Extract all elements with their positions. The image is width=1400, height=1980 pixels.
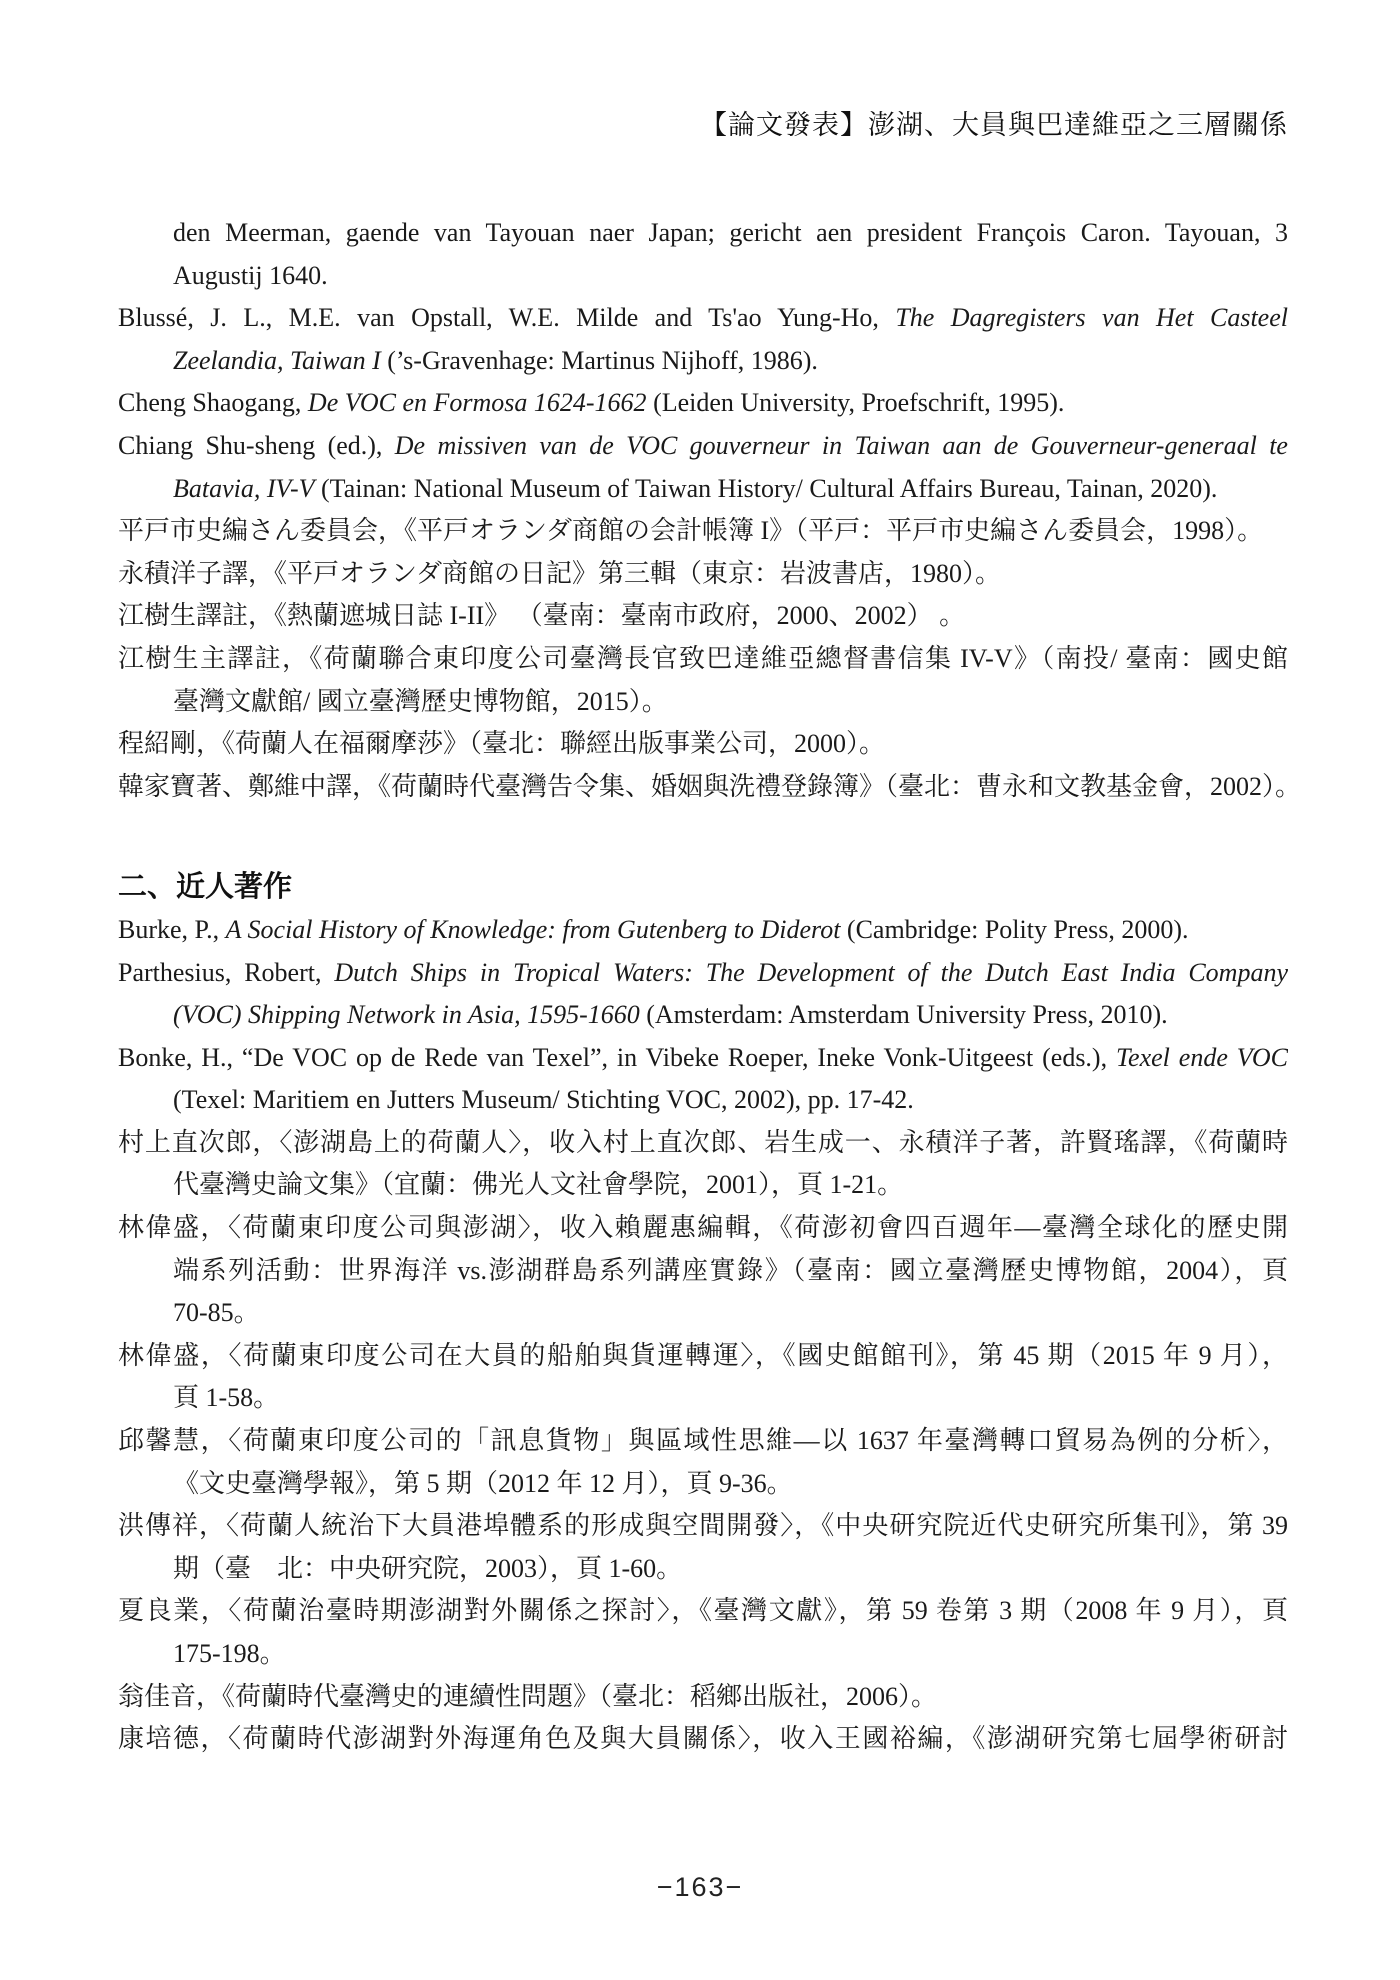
bib-line	[118, 468, 1288, 511]
bib-line	[118, 766, 1302, 809]
bib-line	[118, 1207, 1288, 1250]
bib-title-segment: Dutch Ships in Tropical Waters: The Development of the Dutch East India Company	[334, 957, 1288, 987]
bib-line	[118, 952, 1288, 995]
bib-title-segment: Zeelandia, Taiwan I	[173, 345, 381, 375]
bib-text-segment: (Amsterdam: Amsterdam University Press, 2010).	[639, 1000, 1168, 1030]
bib-text-segment: 《文史臺灣學報》，第 5 期（2012 年 12 月），頁 9-36。	[173, 1468, 793, 1498]
bib-line	[118, 510, 1288, 553]
bib-text-segment: 端系列活動：世界海洋 vs.澎湖群島系列講座實錄》（臺南：國立臺灣歷史博物館，2004），頁	[173, 1255, 1288, 1285]
bibliography-modern-works	[118, 909, 1288, 1761]
bib-title-segment: (VOC) Shipping Network in Asia, 1595-1660	[173, 1000, 640, 1030]
bib-line	[118, 595, 1288, 638]
bib-line	[118, 1164, 1288, 1207]
bib-line	[118, 1122, 1288, 1165]
bib-line	[118, 297, 1288, 340]
bib-text-segment: 康培德，〈荷蘭時代澎湖對外海運角色及與大員關係〉，收入王國裕編，《澎湖研究第七屆學術研討	[118, 1724, 1288, 1754]
bib-text-segment: den Meerman, gaende van Tayouan naer Japan; gericht aen president François Caron. Tayouan, 3	[173, 218, 1288, 247]
bib-line	[118, 1335, 1288, 1378]
bib-line	[118, 994, 1288, 1037]
bib-text-segment: 林偉盛，〈荷蘭東印度公司在大員的船舶與貨運轉運〉，《國史館館刊》，第 45 期（2015 年 9 月），	[118, 1340, 1288, 1370]
section-heading-modern-works: 二、近人著作	[118, 871, 293, 904]
bib-line	[118, 909, 1288, 952]
bib-text-segment: 永積洋子譯，《平戸オランダ商館の日記》第三輯（東京：岩波書店，1980）。	[118, 558, 1001, 588]
bib-line	[118, 1548, 1288, 1591]
bib-text-segment: Blussé, J. L., M.E. van Opstall, W.E. Milde and Ts'ao Yung-Ho,	[118, 303, 896, 333]
bibliography-primary-sources	[118, 212, 1302, 808]
bib-text-segment: 臺灣文獻館/ 國立臺灣歷史博物館，2015）。	[173, 686, 668, 716]
bibliography-block	[118, 212, 1302, 1761]
bib-title-segment: A Social History of Knowledge: from Gutenberg to Diderot	[225, 914, 841, 944]
bib-text-segment: 洪傳祥，〈荷蘭人統治下大員港埠體系的形成與空間開發〉，《中央研究院近代史研究所集刊》，第 39	[118, 1511, 1288, 1541]
bib-text-segment: 175-198。	[173, 1639, 286, 1668]
bib-text-segment: (Tainan: National Museum of Taiwan History/ Cultural Affairs Bureau, Tainan, 2020).	[314, 473, 1218, 503]
bib-text-segment: (Texel: Maritiem en Jutters Museum/ Stichting VOC, 2002), pp. 17-42.	[173, 1085, 914, 1115]
bib-line	[118, 340, 1288, 383]
bib-title-segment: Batavia, IV-V	[173, 473, 315, 503]
bib-line	[118, 723, 1288, 766]
bib-line	[118, 1292, 1288, 1335]
bib-text-segment: Bonke, H., “De VOC op de Rede van Texel”, in Vibeke Roeper, Ineke Vonk-Uitgeest (eds.),	[118, 1042, 1116, 1072]
bib-text-segment: (Cambridge: Polity Press, 2000).	[840, 914, 1189, 944]
bib-line	[118, 1505, 1288, 1548]
bib-text-segment: 邱馨慧，〈荷蘭東印度公司的「訊息貨物」與區域性思維—以 1637 年臺灣轉口貿易為例的分析〉，	[118, 1426, 1288, 1456]
bib-text-segment: 翁佳音，《荷蘭時代臺灣史的連續性問題》（臺北：稻鄉出版社，2006）。	[118, 1681, 938, 1711]
bib-line	[118, 1463, 1288, 1506]
bib-line	[118, 1037, 1288, 1080]
bib-text-segment: Chiang Shu-sheng (ed.),	[118, 430, 395, 460]
bib-text-segment: 夏良業，〈荷蘭治臺時期澎湖對外關係之探討〉，《臺灣文獻》，第 59 卷第 3 期（2008 年 9 月），頁	[118, 1596, 1288, 1626]
bib-line	[118, 382, 1288, 425]
bib-text-segment: 平戸市史編さん委員会，《平戸オランダ商館の会計帳簿 I》（平戸：平戸市史編さん委員会，1998）。	[118, 516, 1264, 546]
bib-line	[118, 553, 1288, 596]
bib-line	[118, 1377, 1288, 1420]
bib-text-segment: 村上直次郎，〈澎湖島上的荷蘭人〉，收入村上直次郎、岩生成一、永積洋子著，許賢瑤譯，《荷蘭時	[118, 1127, 1288, 1157]
bib-line	[118, 638, 1288, 681]
bib-line	[118, 1718, 1288, 1761]
bib-text-segment: Burke, P.,	[118, 914, 226, 944]
bib-text-segment: 70-85。	[173, 1298, 260, 1328]
bib-line	[118, 255, 1288, 298]
bib-line	[118, 1590, 1288, 1633]
bib-title-segment: De VOC en Formosa 1624-1662	[307, 388, 647, 418]
page-number: −163−	[656, 1872, 744, 1902]
bib-text-segment: 程紹剛，《荷蘭人在福爾摩莎》（臺北：聯經出版事業公司，2000）。	[118, 729, 886, 759]
running-header: 【論文發表】澎湖、大員與巴達維亞之三層關係	[700, 110, 1288, 140]
bib-title-segment: Texel ende VOC	[1115, 1042, 1288, 1072]
bib-text-segment: 林偉盛，〈荷蘭東印度公司與澎湖〉，收入賴麗惠編輯，《荷澎初會四百週年—臺灣全球化的歷史開	[118, 1213, 1288, 1243]
bib-line	[118, 1079, 1288, 1122]
bib-title-segment: De missiven van de VOC gouverneur in Taiwan aan de Gouverneur-generaal te	[394, 430, 1288, 460]
bib-text-segment: 頁 1-58。	[173, 1383, 280, 1413]
bib-line	[118, 1676, 1288, 1719]
bib-line	[118, 212, 1288, 255]
bib-line	[118, 681, 1288, 724]
bib-text-segment: 期（臺 北：中央研究院，2003），頁 1-60。	[173, 1553, 683, 1583]
bib-line	[118, 425, 1288, 468]
bib-line	[118, 1250, 1288, 1293]
bib-line	[118, 1420, 1288, 1463]
bib-text-segment: Parthesius, Robert,	[118, 957, 335, 987]
bib-text-segment: Augustij 1640.	[173, 260, 328, 290]
bib-text-segment: (Leiden University, Proefschrift, 1995).	[646, 388, 1065, 418]
bib-text-segment: Cheng Shaogang,	[118, 388, 308, 418]
bib-text-segment: (’s-Gravenhage: Martinus Nijhoff, 1986).	[380, 345, 818, 375]
bib-text-segment: 江樹生主譯註，《荷蘭聯合東印度公司臺灣長官致巴達維亞總督書信集 IV-V》（南投/ 臺南：國史館	[118, 643, 1288, 673]
bib-text-segment: 代臺灣史論文集》（宜蘭：佛光人文社會學院，2001），頁 1-21。	[173, 1170, 904, 1200]
bib-text-segment: 韓家寶著、鄭維中譯，《荷蘭時代臺灣告令集、婚姻與洗禮登錄簿》（臺北：曹永和文教基金會，2002）。	[118, 771, 1302, 801]
bib-line	[118, 1633, 1288, 1676]
bib-text-segment: 江樹生譯註，《熱蘭遮城日誌 I-II》 （臺南：臺南市政府，2000、2002） 。	[118, 601, 966, 631]
bib-title-segment: The Dagregisters van Het Casteel	[895, 303, 1288, 333]
